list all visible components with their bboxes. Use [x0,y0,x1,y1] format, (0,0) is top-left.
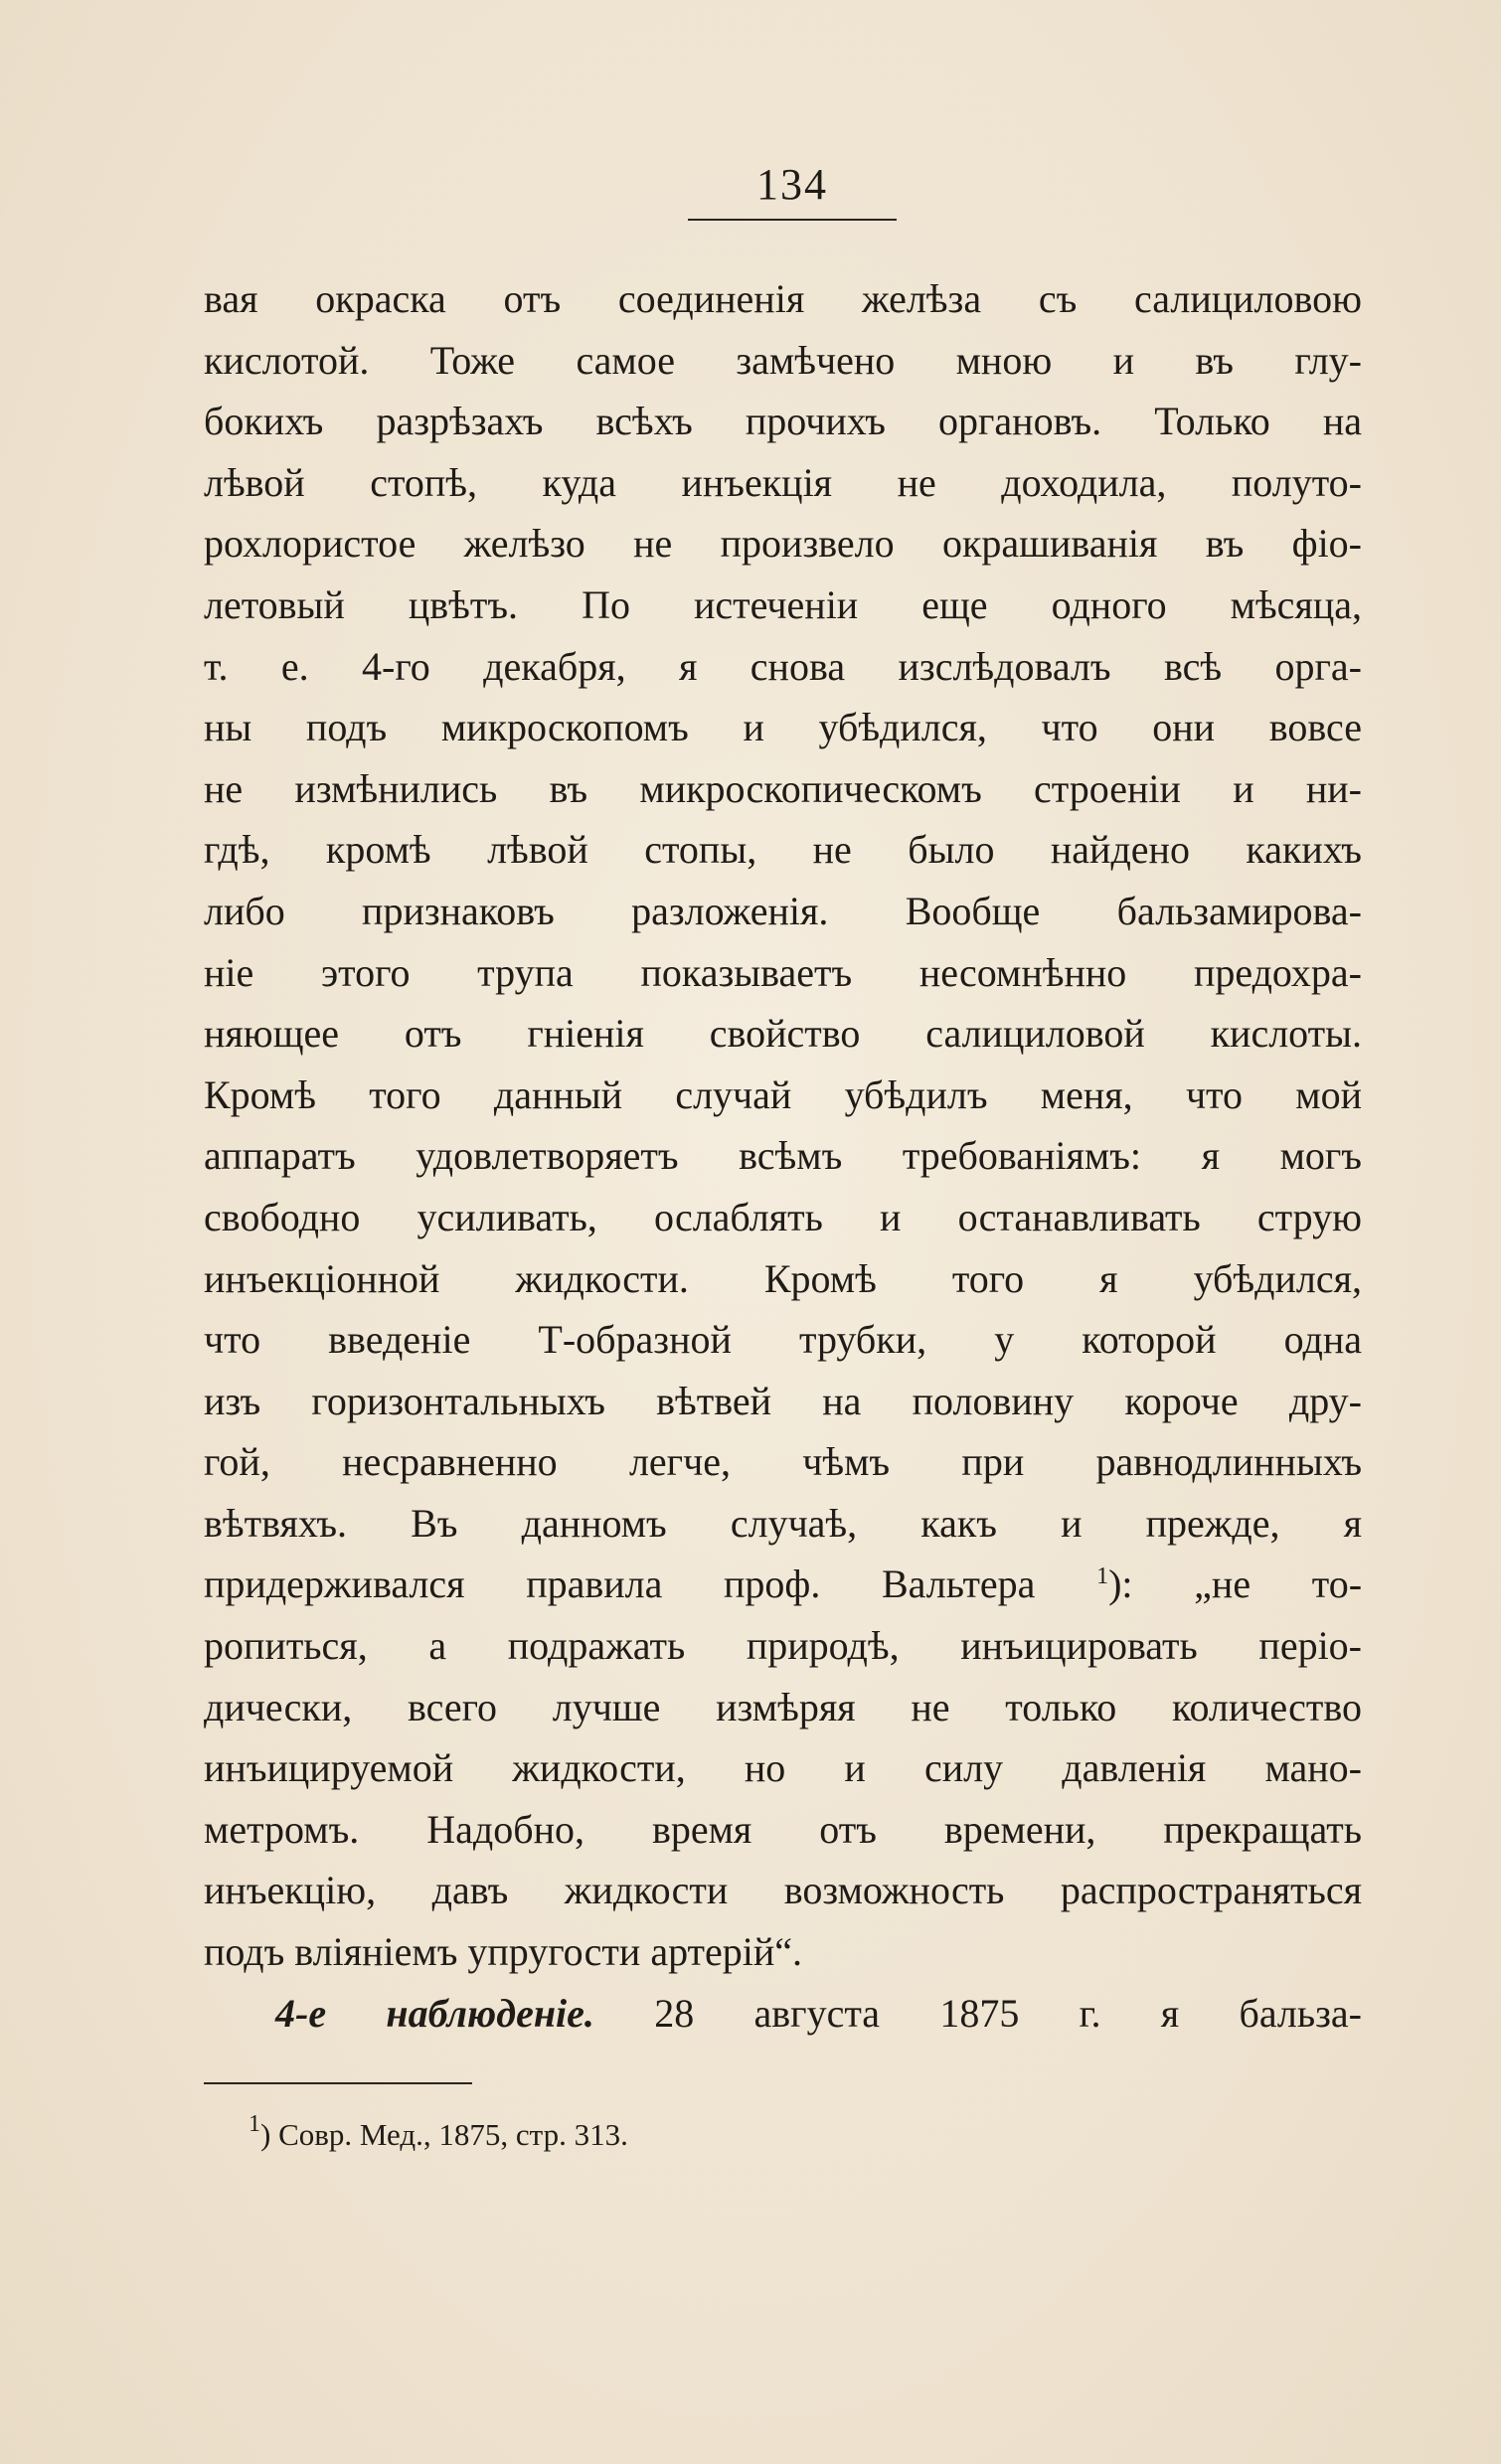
text-line: дически, всего лучше измѣряя не только количество [204,1684,1362,1729]
text-line: что введеніе Т-образной трубки, у которой одна [204,1317,1362,1363]
text-line: гдѣ, кромѣ лѣвой стопы, не было найдено какихъ [204,827,1362,873]
page-number-rule [688,219,897,221]
text-line: подъ вліяніемъ упругости артерій“. [204,1929,803,1975]
text-line: кислотой. Тоже самое замѣчено мною и въ глу- [204,337,1362,383]
observation-heading: 4-е наблюденіе. [275,1990,594,2036]
text-line: Кромѣ того данный случай убѣдилъ меня, что мой [204,1071,1362,1117]
text-line: изъ горизонтальныхъ вѣтвей на половину короче дру- [204,1378,1362,1423]
text-line: няющее отъ гніенія свойство салициловой кислоты. [204,1011,1362,1057]
footnote-mark: 1 [249,2111,260,2137]
text-line: летовый цвѣтъ. По истеченіи еще одного мѣсяца, [204,581,1362,627]
footnote-reference: 1 [1096,1563,1109,1590]
text-line: инъекціонной жидкости. Кромѣ того я убѣдился, [204,1255,1362,1301]
text-line: лѣвой стопѣ, куда инъекція не доходила, полуто- [204,459,1362,505]
text-line: метромъ. Надобно, время отъ времени, прекращать [204,1806,1362,1852]
text-line: бокихъ разрѣзахъ всѣхъ прочихъ органовъ. Только на [204,399,1362,444]
main-text [204,268,1362,2044]
text-line: либо признаковъ разложенія. Вообще бальзамирова- [204,888,1362,933]
text-line: вѣтвяхъ. Въ данномъ случаѣ, какъ и прежде, я [204,1500,1362,1546]
page-number: 134 [756,160,828,209]
footnote-text: ) Совр. Мед., 1875, стр. 313. [260,2117,628,2152]
text-line: придерживался правила проф. Вальтера $^1$): „не то- [204,1561,1362,1607]
footnote-rule [204,2082,472,2084]
observation-line [204,1983,1362,2045]
text-line: гой, несравненно легче, чѣмъ при равнодлинныхъ [204,1439,1362,1485]
text-line: ны подъ микроскопомъ и убѣдился, что они вовсе [204,705,1362,750]
text-line: ніе этого трупа показываетъ несомнѣнно предохра- [204,949,1362,995]
text-line: инъекцію, давъ жидкости возможность распространяться [204,1868,1362,1913]
text-line: не измѣнились въ микроскопическомъ строеніи и ни- [204,765,1362,811]
text-line: аппаратъ удовлетворяетъ всѣмъ требованіямъ: я могъ [204,1133,1362,1179]
text-line: свободно усиливать, ослаблять и останавливать струю [204,1194,1362,1239]
text-line: т. е. 4-го декабря, я снова изслѣдовалъ всѣ орга- [204,643,1362,689]
text-line: ропиться, а подражать природѣ, инъицировать періо- [204,1623,1362,1669]
footnote [249,2111,628,2155]
observation-text: 28 августа 1875 г. я бальза- [654,1990,1362,2036]
text-line: рохлористое желѣзо не произвело окрашиванія въ фіо- [204,521,1362,567]
text-line: вая окраска отъ соединенія желѣза съ салициловою [204,276,1362,321]
text-line: инъицируемой жидкости, но и силу давленія мано- [204,1745,1362,1791]
